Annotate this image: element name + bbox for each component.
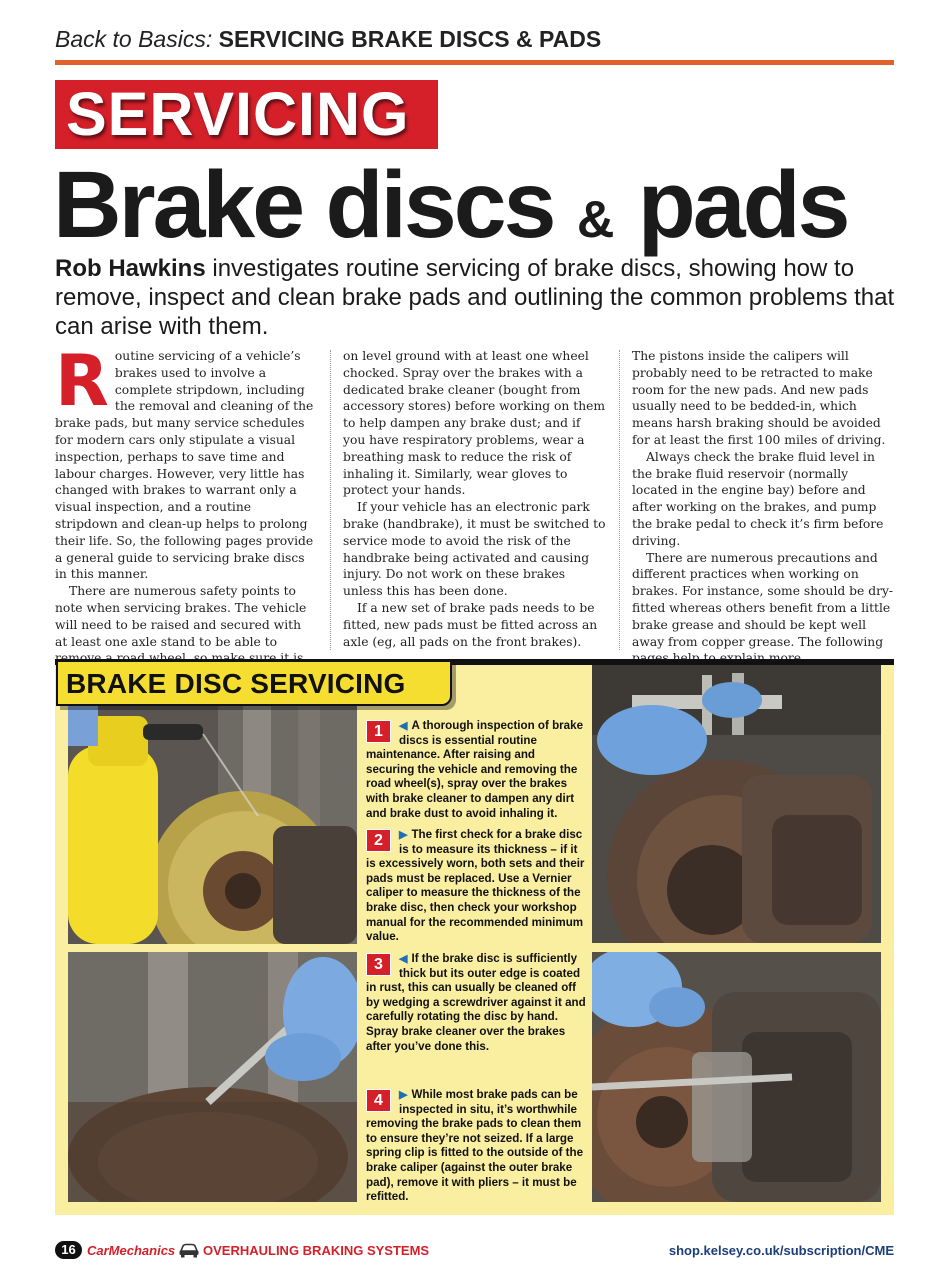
body-paragraph: If a new set of brake pads needs to be fitted, new pads must be fitted across an axle (eg, all pads on the front brakes).	[343, 600, 598, 649]
photo-vernier-caliper	[592, 665, 881, 943]
step-text: The first check for a brake disc is to measure its thickness – if it is excessively worn, both sets and their pads must be replaced. Use a Vernier caliper to measure the thickness of the brake disc, then check your workshop manual for the recommended minimum value.	[366, 828, 585, 944]
photo-spraying-brake-cleaner	[68, 706, 357, 944]
topic-label: SERVICING BRAKE DISCS & PADS	[218, 26, 602, 52]
photo-removing-spring-clip	[592, 952, 881, 1202]
right-arrow-icon: ▶	[399, 829, 408, 841]
right-arrow-icon: ▶	[399, 1089, 408, 1101]
body-paragraph: The pistons inside the calipers will probably need to be retracted to make room for the new pads. And new pads usually need to be bedded-in, which means harsh braking should be avoided for at least the first 100 miles of driving.	[632, 349, 886, 447]
body-column-3	[632, 348, 894, 667]
drop-cap: R	[55, 340, 109, 422]
subscription-link[interactable]: shop.kelsey.co.uk/subscription/CME	[668, 1243, 894, 1258]
section-name: OVERHAULING BRAKING SYSTEMS	[203, 1243, 430, 1258]
body-paragraph: Always check the brake fluid level in the brake fluid reservoir (normally located in the engine bay) before and after working on the brakes, and pump the brake pedal to check it’s firm before driving.	[632, 449, 884, 548]
left-arrow-icon: ◀	[399, 953, 408, 965]
body-paragraph: There are numerous precautions and different practices when working on brakes. For instance, some should be dry-fitted whereas others benefit from a little brake grease and should be kept well away from copper grease. The following	[632, 550, 894, 649]
body-paragraph: on level ground with at least one wheel chocked. Spray over the brakes with a dedicated brake cleaner (bought from accessory stores) before working on them to help dampen any brake dust; and if you have respiratory problems, wear a breathing mask to reduce the risk of inhaling it. Similarly, wear gloves to protect your hands.	[343, 349, 606, 498]
step-number-badge: 4	[366, 1089, 391, 1112]
running-head	[55, 24, 601, 54]
series-label: Back to Basics:	[55, 26, 213, 52]
step-2-caption	[366, 828, 586, 945]
column-divider	[619, 350, 620, 650]
left-arrow-icon: ◀	[399, 720, 408, 732]
car-icon	[178, 1243, 200, 1258]
body-column-1	[55, 340, 317, 667]
step-text: A thorough inspection of brake discs is essential routine maintenance. After raising and securing the vehicle and removing the road wheel(s), spray over the brakes with brake cleaner to dampen any dirt and brake dust to avoid inhaling it.	[366, 719, 584, 820]
main-title-ampersand: &	[576, 191, 615, 249]
author-name: Rob Hawkins	[55, 255, 206, 282]
header-rule	[55, 60, 894, 65]
step-3-caption	[366, 952, 586, 1054]
page-number: 16	[55, 1241, 82, 1259]
body-paragraph: If your vehicle has an electronic park brake (handbrake), it must be switched to service mode to avoid the risk of the handbrake being activated and causing injury. Do not work on these brakes unless this has been done.	[343, 500, 606, 599]
step-number-badge: 3	[366, 953, 391, 976]
step-number-badge: 1	[366, 720, 391, 743]
kicker-title: SERVICING	[66, 80, 410, 148]
body-paragraph: There are numerous safety points to note when servicing brakes. The vehicle will need to be raised and secured with at least one axle stand to be able to	[55, 584, 307, 649]
standfirst-text: investigates routine servicing of brake discs, showing how to remove, inspect and clean brake pads and outlining the common problems that can arise with them.	[55, 255, 895, 340]
main-title-part2: pads	[637, 152, 848, 258]
column-divider	[330, 350, 331, 650]
standfirst	[55, 254, 900, 341]
step-text: If the brake disc is sufficiently thick but its outer edge is coated in rust, this can usually be cleaned off by wedging a screwdriver against it and carefully rotating the disc by hand. Spray brake cleaner over the brakes after you’ve done this.	[366, 952, 586, 1053]
body-column-2	[343, 348, 606, 650]
step-number-badge: 2	[366, 829, 391, 852]
photo-screwdriver-rust	[68, 952, 357, 1202]
body-paragraph: outine servicing of a vehicle’s brakes used to involve a complete stripdown, including the removal and cleaning of the brake pads, but many service schedules for modern cars only stipulate a visual inspection, perhaps to save time and labour charges. However, very little has changed with brakes to warrant only a visual inspection, and a routine stripdown and clean-up helps to prolong their life. So, the following pages provide a general guide to servicing brake discs in this manner.	[55, 349, 314, 582]
panel-heading: BRAKE DISC SERVICING	[66, 668, 406, 699]
magazine-name: CarMechanics	[87, 1243, 176, 1258]
main-title-part1: Brake discs	[53, 152, 554, 258]
step-text: While most brake pads can be inspected in situ, it’s worthwhile removing the brake pads to clean them to ensure they’re not seized. If a large spring clip is fitted to the outside of the brake caliper (against the outer brake pad), remove it with pliers – it must be refitted.	[366, 1088, 584, 1204]
step-1-caption	[366, 719, 586, 821]
step-4-caption	[366, 1088, 586, 1205]
